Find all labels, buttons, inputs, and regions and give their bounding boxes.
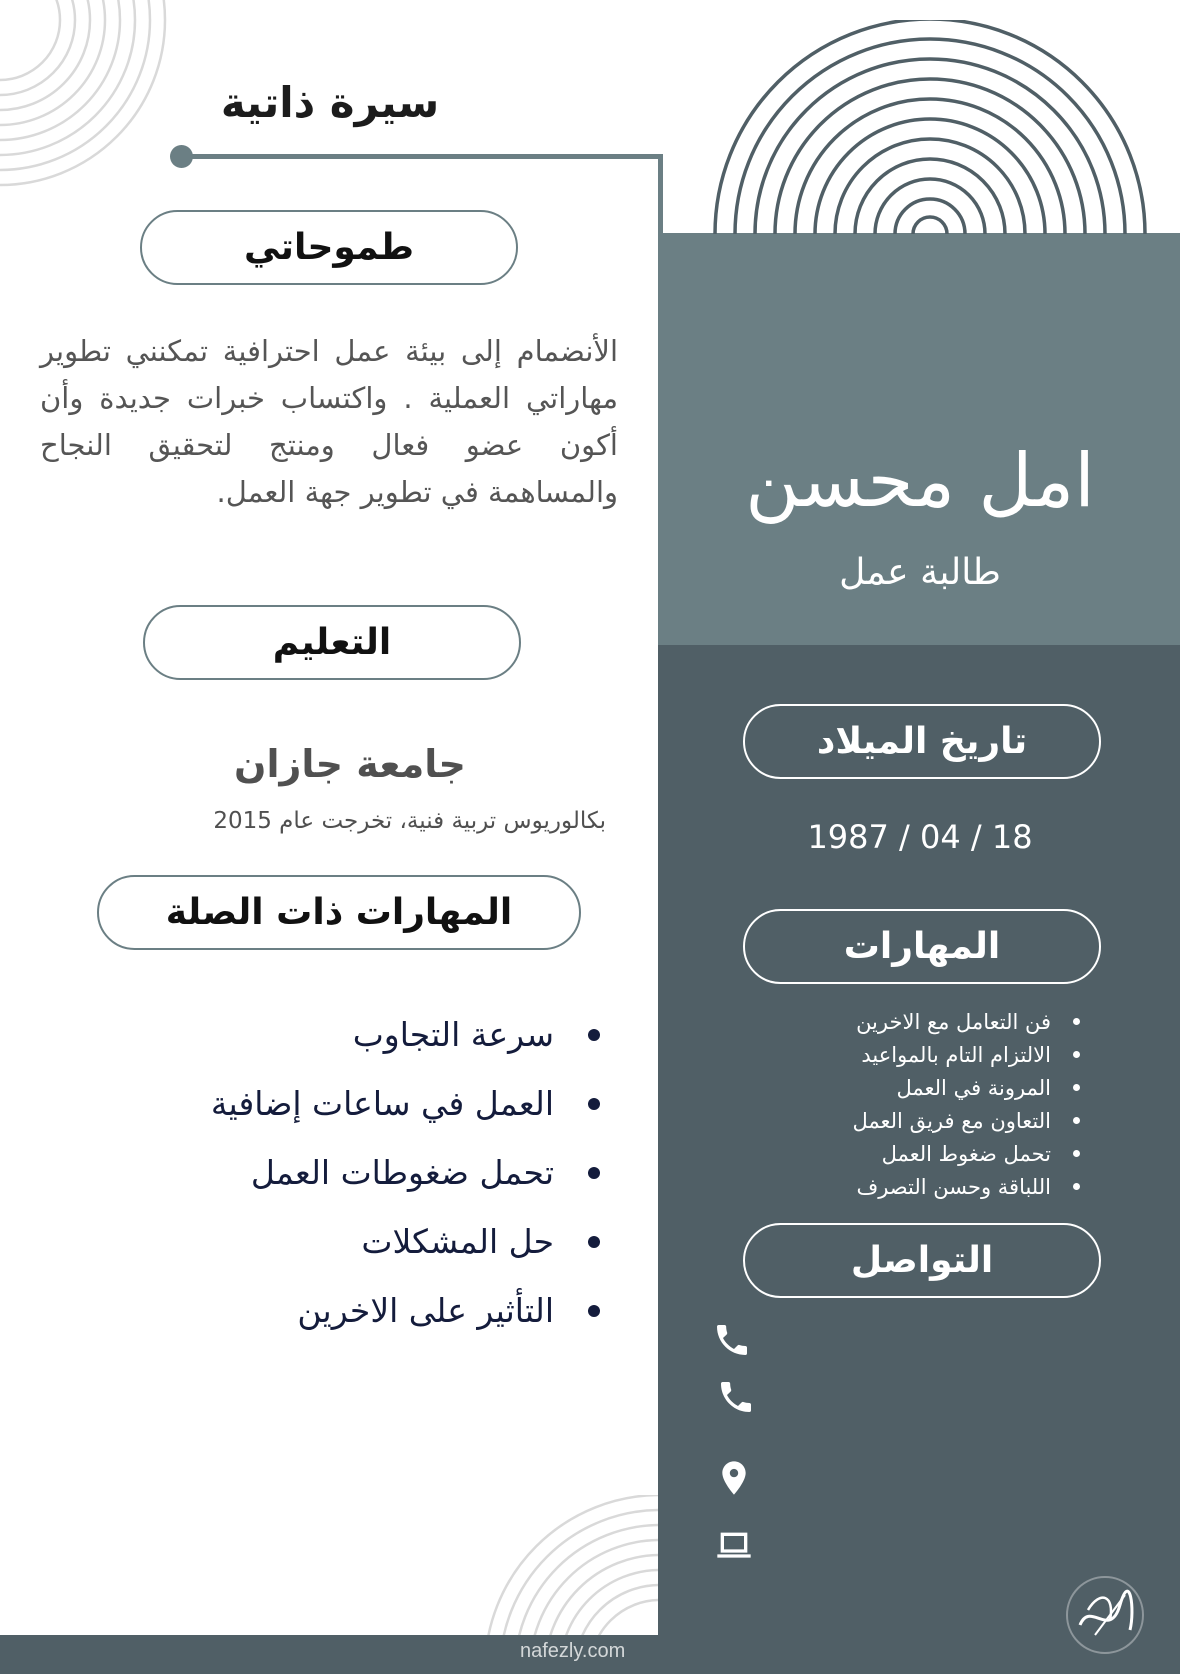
list-item [780,1137,1080,1170]
degree-text: بكالوريوس تربية فنية، تخرجت عام 2015 [213,808,606,834]
list-item [780,1038,1080,1071]
university-name: جامعة جازان [234,742,466,786]
skill-label: المرونة في العمل [896,1075,1051,1100]
list-item [780,1005,1080,1038]
bullet-icon [588,1098,600,1110]
title-connector-line [182,154,663,159]
ambitions-text: الأنضمام إلى بيئة عمل احترافية تمكنني تطوير مهاراتي العملية . واكتساب خبرات جديدة وأن أكون عضو فعال ومنتج لتحقيق النجاح والمساهمة في تطوير جهة العمل. [40,334,618,509]
related-skill-label: حل المشكلات [361,1222,554,1261]
list-item [130,1207,600,1276]
bullet-icon [1073,1183,1080,1190]
related-skill-label: سرعة التجاوب [352,1015,554,1054]
birth-date-heading: تاريخ الميلاد [743,704,1101,779]
education-heading: التعليم [143,605,521,680]
skill-label: اللباقة وحسن التصرف [856,1174,1051,1199]
skills-list [780,1005,1080,1203]
bullet-icon [588,1167,600,1179]
decorative-rings-bottom [460,1495,658,1635]
skill-label: فن التعامل مع الاخرين [856,1009,1051,1034]
profile-name: امل محسن [745,438,1095,524]
list-item [130,1138,600,1207]
phone-icon [712,1320,752,1360]
list-item [780,1071,1080,1104]
skill-label: الالتزام التام بالمواعيد [861,1042,1051,1067]
skill-label: تحمل ضغوط العمل [881,1141,1051,1166]
birth-date-value: 1987 / 04 / 18 [807,818,1033,856]
skill-label: التعاون مع فريق العمل [852,1108,1051,1133]
contact-heading: التواصل [743,1223,1101,1298]
list-item [130,1069,600,1138]
bullet-icon [1073,1018,1080,1025]
location-pin-icon [714,1458,754,1498]
ambitions-heading: طموحاتي [140,210,518,285]
related-skill-label: التأثير على الاخرين [297,1291,554,1330]
bullet-icon [1073,1150,1080,1157]
bullet-icon [588,1305,600,1317]
title-connector-dot [170,145,193,168]
skills-heading: المهارات [743,909,1101,984]
decorative-arcs-top-right [700,20,1160,234]
decorative-rings-top-left [0,0,180,190]
related-skill-label: تحمل ضغوطات العمل [250,1153,554,1192]
list-item [780,1170,1080,1203]
bullet-icon [1073,1051,1080,1058]
related-skill-label: العمل في ساعات إضافية [210,1084,554,1123]
bullet-icon [1073,1084,1080,1091]
page-title: سيرة ذاتية [220,78,440,127]
related-skills-list [130,1000,600,1345]
list-item [780,1104,1080,1137]
list-item [130,1276,600,1345]
bullet-icon [588,1029,600,1041]
watermark-text: nafezly.com [520,1640,626,1662]
calligraphy-signature-logo [1060,1570,1150,1660]
laptop-icon [714,1526,754,1566]
related-skills-heading: المهارات ذات الصلة [97,875,581,950]
phone-icon [716,1377,756,1417]
bullet-icon [588,1236,600,1248]
title-connector-drop [658,154,663,234]
list-item [130,1000,600,1069]
profile-job-title: طالبة عمل [839,552,1001,593]
bullet-icon [1073,1117,1080,1124]
